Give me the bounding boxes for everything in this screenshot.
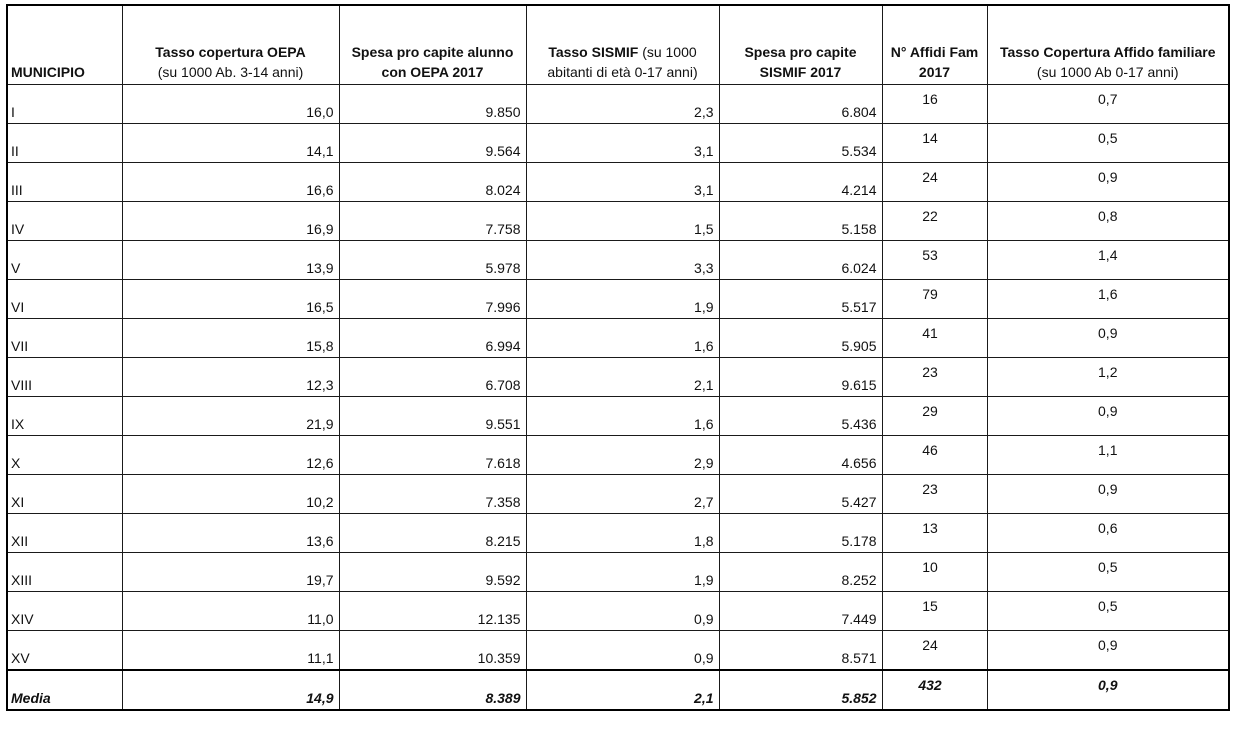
cell-oepa-rate: 13,6 xyxy=(122,514,339,553)
table-row xyxy=(7,436,1229,475)
header-sismif-spend-title: Spesa pro capite SISMIF 2017 xyxy=(744,44,857,80)
cell-oepa-spend: 9.551 xyxy=(339,397,526,436)
header-sismif-spend xyxy=(719,5,882,85)
cell-affido-rate: 1,1 xyxy=(987,436,1229,475)
cell-sismif-rate: 0,9 xyxy=(526,631,719,670)
cell-sismif-rate: 2,1 xyxy=(526,670,719,710)
cell-sismif-rate: 1,6 xyxy=(526,397,719,436)
table-row xyxy=(7,475,1229,514)
cell-sismif-spend: 5.517 xyxy=(719,280,882,319)
cell-municipio: IV xyxy=(7,202,122,241)
cell-oepa-rate: 12,6 xyxy=(122,436,339,475)
cell-oepa-spend: 7.758 xyxy=(339,202,526,241)
cell-municipio: X xyxy=(7,436,122,475)
table-row xyxy=(7,514,1229,553)
cell-sismif-spend: 5.905 xyxy=(719,319,882,358)
table-row xyxy=(7,280,1229,319)
cell-affido-rate: 0,8 xyxy=(987,202,1229,241)
header-affido-rate xyxy=(987,5,1229,85)
cell-oepa-spend: 7.996 xyxy=(339,280,526,319)
cell-oepa-spend: 10.359 xyxy=(339,631,526,670)
cell-municipio: I xyxy=(7,85,122,124)
cell-oepa-rate: 21,9 xyxy=(122,397,339,436)
table-row xyxy=(7,241,1229,280)
cell-oepa-spend: 6.994 xyxy=(339,319,526,358)
cell-affidi: 24 xyxy=(882,631,987,670)
cell-sismif-spend: 4.656 xyxy=(719,436,882,475)
cell-oepa-rate: 11,0 xyxy=(122,592,339,631)
cell-affido-rate: 1,2 xyxy=(987,358,1229,397)
cell-affidi: 16 xyxy=(882,85,987,124)
cell-sismif-rate: 0,9 xyxy=(526,592,719,631)
header-municipio: MUNICIPIO xyxy=(7,5,122,85)
cell-affidi: 15 xyxy=(882,592,987,631)
cell-affido-rate: 0,6 xyxy=(987,514,1229,553)
cell-affidi: 23 xyxy=(882,475,987,514)
cell-oepa-spend: 7.358 xyxy=(339,475,526,514)
cell-sismif-spend: 5.852 xyxy=(719,670,882,710)
cell-oepa-rate: 13,9 xyxy=(122,241,339,280)
cell-oepa-rate: 10,2 xyxy=(122,475,339,514)
table-row xyxy=(7,397,1229,436)
cell-oepa-rate: 12,3 xyxy=(122,358,339,397)
cell-municipio: VIII xyxy=(7,358,122,397)
cell-sismif-spend: 6.804 xyxy=(719,85,882,124)
cell-municipio: XI xyxy=(7,475,122,514)
cell-affido-rate: 0,9 xyxy=(987,319,1229,358)
average-row xyxy=(7,670,1229,710)
cell-oepa-rate: 16,6 xyxy=(122,163,339,202)
cell-oepa-rate: 16,9 xyxy=(122,202,339,241)
cell-affido-rate: 0,5 xyxy=(987,124,1229,163)
cell-affidi: 23 xyxy=(882,358,987,397)
cell-oepa-rate: 15,8 xyxy=(122,319,339,358)
header-sismif-rate-title: Tasso SISMIF xyxy=(548,44,639,60)
cell-oepa-spend: 5.978 xyxy=(339,241,526,280)
cell-sismif-rate: 1,6 xyxy=(526,319,719,358)
cell-oepa-spend: 8.215 xyxy=(339,514,526,553)
cell-affidi: 41 xyxy=(882,319,987,358)
cell-sismif-rate: 3,1 xyxy=(526,163,719,202)
header-sismif-rate-note: (su 1000 abitanti di età 0-17 anni) xyxy=(547,44,698,80)
cell-oepa-rate: 11,1 xyxy=(122,631,339,670)
cell-sismif-rate: 2,9 xyxy=(526,436,719,475)
cell-sismif-rate: 1,8 xyxy=(526,514,719,553)
cell-municipio: VI xyxy=(7,280,122,319)
cell-sismif-rate: 3,1 xyxy=(526,124,719,163)
cell-sismif-rate: 2,1 xyxy=(526,358,719,397)
table-row xyxy=(7,85,1229,124)
cell-affidi: 46 xyxy=(882,436,987,475)
cell-sismif-spend: 9.615 xyxy=(719,358,882,397)
table-row xyxy=(7,124,1229,163)
cell-municipio: VII xyxy=(7,319,122,358)
cell-sismif-spend: 5.534 xyxy=(719,124,882,163)
cell-sismif-spend: 5.158 xyxy=(719,202,882,241)
cell-sismif-spend: 8.571 xyxy=(719,631,882,670)
cell-oepa-spend: 9.564 xyxy=(339,124,526,163)
cell-affido-rate: 1,6 xyxy=(987,280,1229,319)
header-oepa-rate xyxy=(122,5,339,85)
cell-sismif-spend: 5.178 xyxy=(719,514,882,553)
table-row xyxy=(7,592,1229,631)
cell-sismif-rate: 1,9 xyxy=(526,280,719,319)
cell-affido-rate: 0,9 xyxy=(987,670,1229,710)
cell-oepa-spend: 9.592 xyxy=(339,553,526,592)
cell-municipio: IX xyxy=(7,397,122,436)
cell-oepa-rate: 14,1 xyxy=(122,124,339,163)
cell-sismif-rate: 1,9 xyxy=(526,553,719,592)
cell-oepa-spend: 12.135 xyxy=(339,592,526,631)
header-oepa-spend-title: Spesa pro capite alunno con OEPA 2017 xyxy=(351,44,514,80)
cell-affido-rate: 0,5 xyxy=(987,592,1229,631)
cell-sismif-spend: 7.449 xyxy=(719,592,882,631)
table-row xyxy=(7,553,1229,592)
cell-affidi: 10 xyxy=(882,553,987,592)
cell-affido-rate: 0,9 xyxy=(987,631,1229,670)
cell-affido-rate: 0,9 xyxy=(987,163,1229,202)
cell-affidi: 22 xyxy=(882,202,987,241)
cell-municipio: V xyxy=(7,241,122,280)
cell-affidi: 14 xyxy=(882,124,987,163)
cell-sismif-spend: 4.214 xyxy=(719,163,882,202)
cell-affido-rate: 1,4 xyxy=(987,241,1229,280)
data-table xyxy=(6,4,1230,711)
cell-oepa-spend: 6.708 xyxy=(339,358,526,397)
cell-oepa-rate: 14,9 xyxy=(122,670,339,710)
cell-municipio: II xyxy=(7,124,122,163)
cell-sismif-rate: 3,3 xyxy=(526,241,719,280)
table-row xyxy=(7,163,1229,202)
cell-municipio: XIII xyxy=(7,553,122,592)
cell-affidi: 13 xyxy=(882,514,987,553)
cell-affido-rate: 0,9 xyxy=(987,475,1229,514)
header-oepa-spend xyxy=(339,5,526,85)
cell-oepa-rate: 16,5 xyxy=(122,280,339,319)
cell-oepa-rate: 16,0 xyxy=(122,85,339,124)
cell-affidi: 53 xyxy=(882,241,987,280)
header-affido-rate-note: (su 1000 Ab 0-17 anni) xyxy=(1036,64,1179,80)
cell-sismif-spend: 5.427 xyxy=(719,475,882,514)
header-row xyxy=(7,5,1229,85)
cell-municipio: III xyxy=(7,163,122,202)
cell-affidi: 432 xyxy=(882,670,987,710)
header-affido-rate-title: Tasso Copertura Affido familiare xyxy=(1000,44,1216,60)
cell-affidi: 29 xyxy=(882,397,987,436)
header-affidi xyxy=(882,5,987,85)
header-oepa-rate-note: (su 1000 Ab. 3-14 anni) xyxy=(157,64,304,80)
header-affidi-title: N° Affidi Fam 2017 xyxy=(890,44,979,80)
cell-affidi: 79 xyxy=(882,280,987,319)
header-sismif-rate xyxy=(526,5,719,85)
table-row xyxy=(7,358,1229,397)
cell-affidi: 24 xyxy=(882,163,987,202)
cell-oepa-spend: 9.850 xyxy=(339,85,526,124)
cell-oepa-spend: 7.618 xyxy=(339,436,526,475)
cell-municipio: XV xyxy=(7,631,122,670)
cell-affido-rate: 0,5 xyxy=(987,553,1229,592)
cell-sismif-rate: 2,3 xyxy=(526,85,719,124)
cell-affido-rate: 0,9 xyxy=(987,397,1229,436)
table-row xyxy=(7,631,1229,670)
cell-sismif-rate: 2,7 xyxy=(526,475,719,514)
cell-affido-rate: 0,7 xyxy=(987,85,1229,124)
cell-sismif-spend: 8.252 xyxy=(719,553,882,592)
cell-municipio: XIV xyxy=(7,592,122,631)
cell-oepa-spend: 8.389 xyxy=(339,670,526,710)
cell-municipio: Media xyxy=(7,670,122,710)
cell-oepa-rate: 19,7 xyxy=(122,553,339,592)
table-row xyxy=(7,202,1229,241)
cell-sismif-spend: 5.436 xyxy=(719,397,882,436)
header-oepa-rate-title: Tasso copertura OEPA xyxy=(155,44,306,60)
table-row xyxy=(7,319,1229,358)
cell-municipio: XII xyxy=(7,514,122,553)
cell-sismif-spend: 6.024 xyxy=(719,241,882,280)
cell-sismif-rate: 1,5 xyxy=(526,202,719,241)
cell-oepa-spend: 8.024 xyxy=(339,163,526,202)
